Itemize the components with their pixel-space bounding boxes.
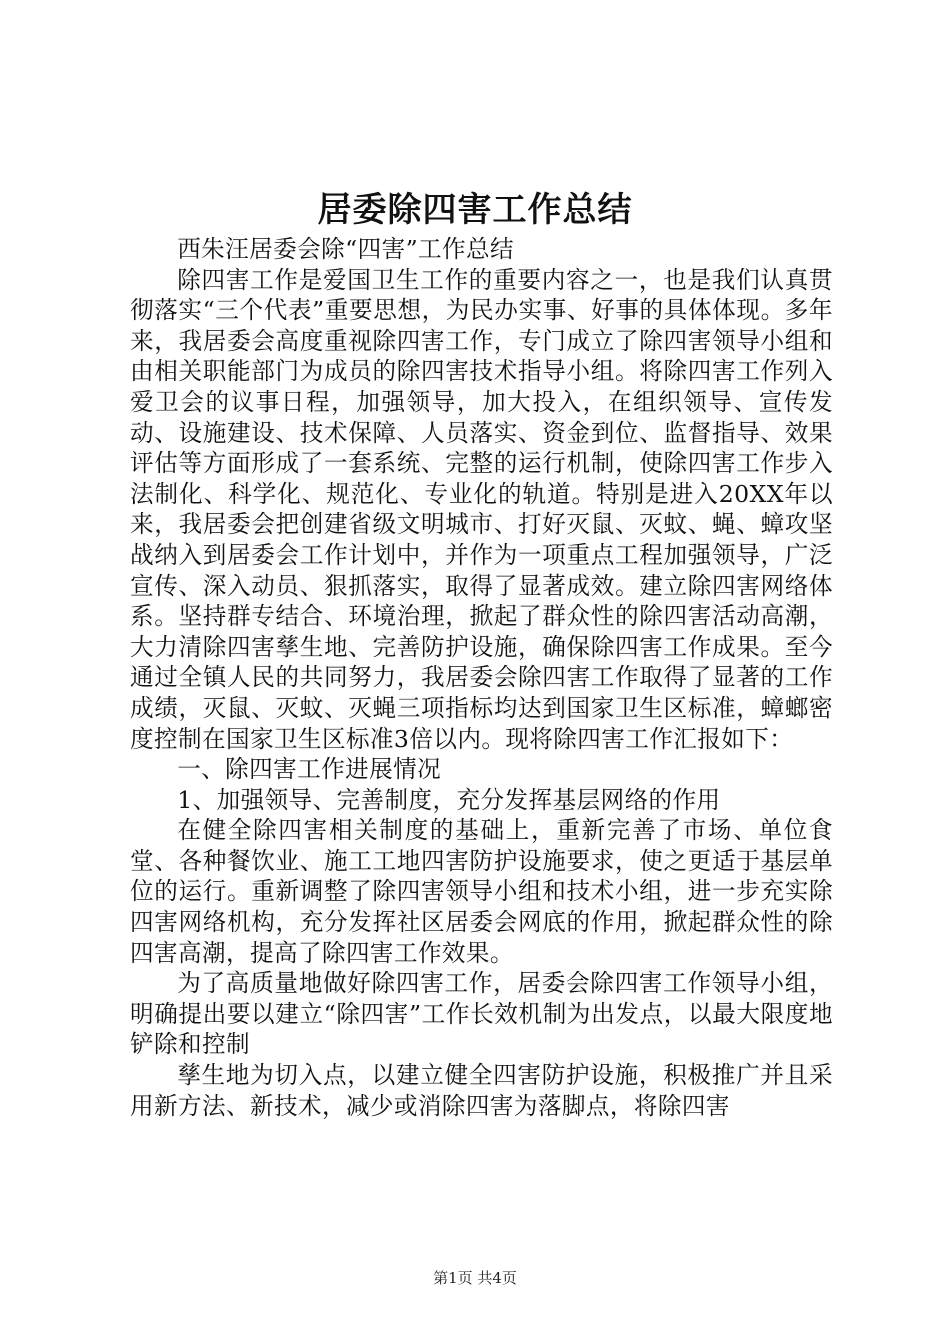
subsection-heading-1-1: 1、加强领导、完善制度，充分发挥基层网络的作用 [177,785,721,814]
paragraph-subtitle: 西朱汪居委会除“四害”工作总结 [177,235,515,263]
paragraph-continuation: 孳生地为切入点，以建立健全四害防护设施，积极推广并且采用新方法、新技术，减少或消除四害为落脚点，将除四害 [130,1061,833,1120]
page-number: 第1页 共4页 [433,1269,517,1287]
section-heading-1: 一、除四害工作进展情况 [177,755,442,784]
paragraph-system: 在健全除四害相关制度的基础上，重新完善了市场、单位食堂、各种餐饮业、施工工地四害防护设施要求，使之更适于基层单位的运行。重新调整了除四害领导小组和技术小组，进一步充实除四害网络机构，充分发挥社区居委会网底的作用，掀起群众性的除四害高潮，提高了除四害工作效果。 [130,816,833,967]
paragraph-mechanism: 为了高质量地做好除四害工作，居委会除四害工作领导小组，明确提出要以建立“除四害”工作长效机制为出发点，以最大限度地铲除和控制 [130,969,833,1059]
document-body [130,234,833,1121]
document-title: 居委除四害工作总结 [317,190,633,230]
paragraph-intro: 除四害工作是爱国卫生工作的重要内容之一，也是我们认真贯彻落实“三个代表”重要思想，为民办实事、好事的具体体现。多年来，我居委会高度重视除四害工作，专门成立了除四害领导小组和由相关职能部门为成员的除四害技术指导小组。将除四害工作列入爱卫会的议事日程，加强领导，加大投入，在组织领导、宣传发动、设施建设、技术保障、人员落实、资金到位、监督指导、效果评估等方面形成了一套系统、完整的运行机制，使除四害工作步入法制化、科学化、规范化、专业化的轨道。特别是进入20XX年以来，我居委会把创建省级文明城市、打好灭鼠、灭蚊、蝇、蟑攻坚战纳入到居委会工作计划中，并作为一项重点工程加强领导，广泛宣传、深入动员、狠抓落实，取得了显著成效。建立除四害网络体系。坚持群专结合、环境治理，掀起了群众性的除四害活动高潮，大力清除四害孳生地、完善防护设施，确保除四害工作成果。至今通过全镇人民的共同努力，我居委会除四害工作取得了显著的工作成绩，灭鼠、灭蚊、灭蝇三项指标均达到国家卫生区标准，蟑螂密度控制在国家卫生区标准3倍以内。现将除四害工作汇报如下： [130,265,833,753]
